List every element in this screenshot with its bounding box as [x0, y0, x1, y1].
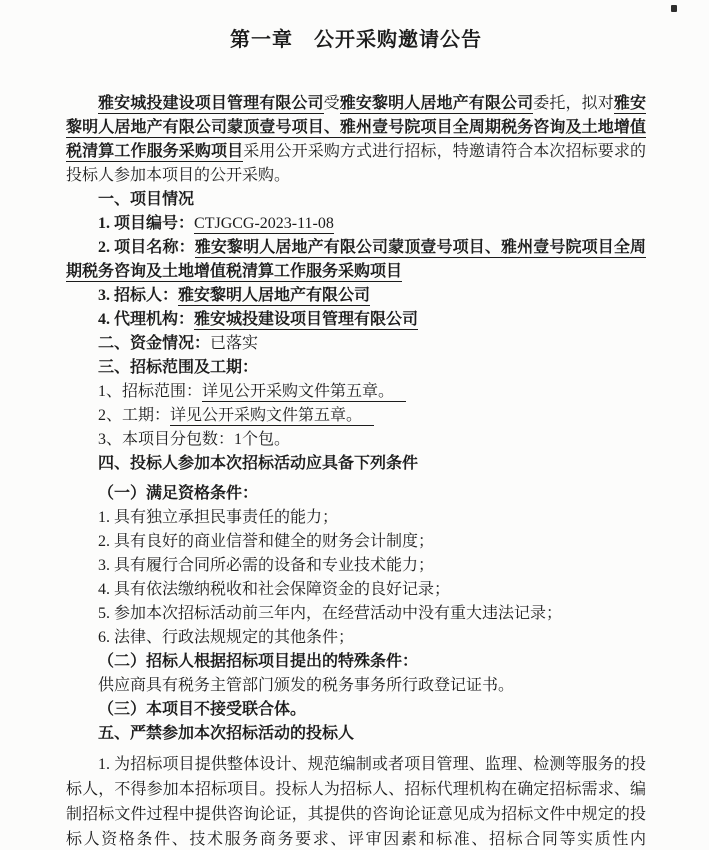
agent-label: 4. 代理机构：: [98, 311, 195, 328]
page-title: 第一章 公开采购邀请公告: [230, 29, 482, 51]
scan-artifact: [671, 5, 677, 12]
qualification-item: 3. 具有履行合同所必需的设备和专业技术能力；: [98, 557, 435, 574]
project-name-line: [66, 236, 646, 284]
intro-text: 受: [323, 95, 340, 112]
special-condition-heading: （二）招标人根据招标项目提出的特殊条件：: [98, 653, 419, 670]
prohibited-bidders-paragraph: 1. 为招标项目提供整体设计、规范编制或者项目管理、监理、检测等服务的投标人，不得参加本招标项目。投标人为招标人、招标代理机构在确定招标需求、编制招标文件过程中提供咨询论证，其提供的咨询论证意见成为招标文件中规定的投标人资格条件、技术服务商务要求、评审因素和标准、招标合同等实质性内: [66, 756, 646, 848]
document-content: [66, 0, 646, 850]
no-consortium-heading: （三）本项目不接受联合体。: [98, 701, 307, 718]
duration-value: 详见公开采购文件第五章。: [170, 407, 374, 426]
tenderee-value: 雅安黎明人居地产有限公司: [178, 287, 371, 304]
duration-line: [66, 404, 646, 428]
project-number-label: 1. 项目编号：: [98, 215, 195, 232]
tenderee-label: 3. 招标人：: [98, 287, 179, 304]
agent-value: 雅安城投建设项目管理有限公司: [194, 311, 419, 328]
package-count-line: 3、本项目分包数：1个包。: [98, 431, 291, 448]
tenderee-line: [66, 284, 646, 308]
qualification-heading: （一）满足资格条件：: [98, 485, 259, 502]
project-number-line: [66, 212, 646, 236]
duration-label: 2、工期：: [98, 407, 171, 424]
section5-heading: 五、严禁参加本次招标活动的投标人: [98, 725, 355, 742]
funding-value: 已落实: [210, 335, 259, 352]
section4-heading: 四、投标人参加本次招标活动应具备下列条件: [98, 455, 419, 472]
qualification-item: 6. 法律、行政法规规定的其他条件；: [98, 629, 355, 646]
section1-heading: 一、项目情况: [98, 191, 195, 208]
intro-text: 采用公开采购方式进行招标，特邀请符合本次招标要求的投标人参加本项目的公开采购。: [66, 143, 646, 184]
project-name-value: 雅安黎明人居地产有限公司蒙顶壹号项目、雅州壹号院项目全周期税务咨询及土地增值税清算工作服务采购项目: [66, 239, 646, 280]
section3-heading: 三、招标范围及工期：: [98, 359, 259, 376]
funding-label: 二、资金情况：: [98, 335, 211, 352]
qualification-item: 4. 具有依法缴纳税收和社会保障资金的良好记录；: [98, 581, 451, 598]
qualification-item: 2. 具有良好的商业信誉和健全的财务会计制度；: [98, 533, 435, 550]
scope-line: [66, 380, 646, 404]
project-name-label: 2. 项目名称：: [98, 239, 195, 256]
intro-text: 委托，拟对: [533, 95, 614, 112]
client-name: 雅安黎明人居地产有限公司: [339, 95, 534, 112]
scope-label: 1、招标范围：: [98, 383, 203, 400]
section2-heading: [66, 332, 646, 356]
agency-name: 雅安城投建设项目管理有限公司: [98, 95, 324, 112]
project-number-value: CTJGCG-2023-11-08: [194, 215, 334, 232]
intro-paragraph: [66, 92, 646, 188]
qualification-item: 5. 参加本次招标活动前三年内，在经营活动中没有重大违法记录；: [98, 605, 563, 622]
scope-value: 详见公开采购文件第五章。: [202, 383, 406, 402]
qualification-item: 1. 具有独立承担民事责任的能力；: [98, 509, 339, 526]
special-condition-text: 供应商具有税务主管部门颁发的税务事务所行政登记证书。: [98, 677, 515, 694]
agent-line: [66, 308, 646, 332]
project-name: 雅安黎明人居地产有限公司蒙顶壹号项目、雅州壹号院项目全周期税务咨询及土地增值税清算工作服务采购项目: [66, 95, 646, 160]
